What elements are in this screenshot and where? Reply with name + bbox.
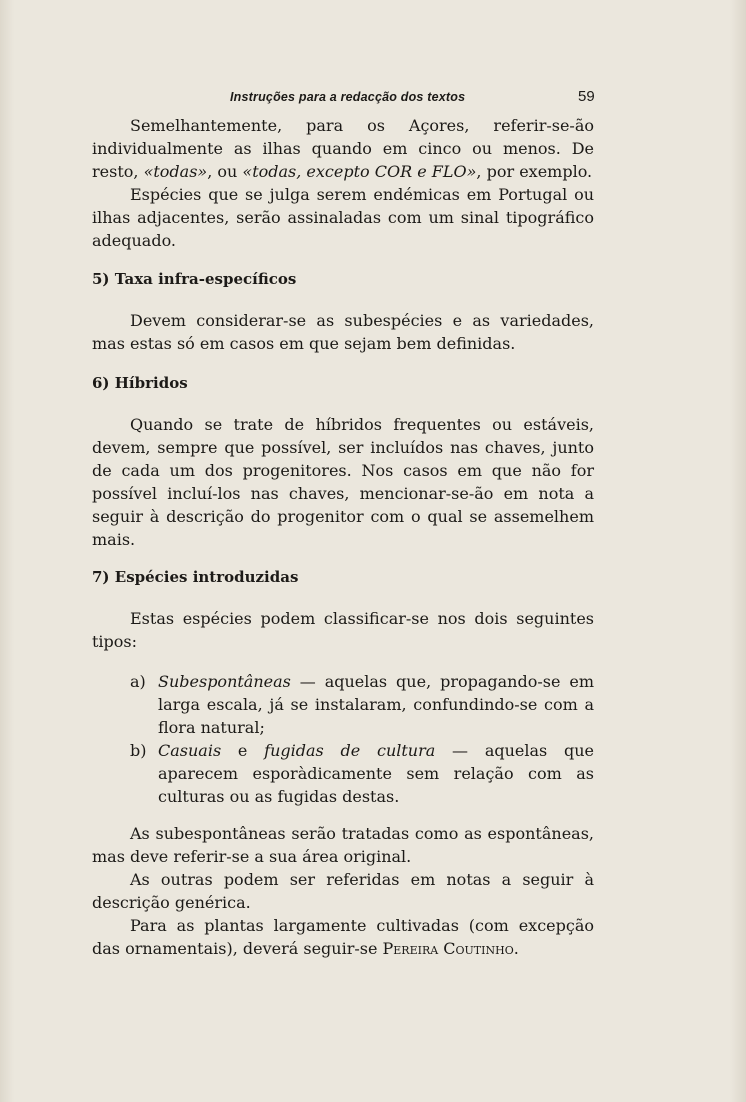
section-6-body xyxy=(92,413,594,551)
list-marker-b: b) xyxy=(130,741,147,760)
list-item-b xyxy=(130,739,594,808)
closing-paragraph-2: As outras podem ser referidas em notas a seguir à descrição genérica. xyxy=(92,870,594,912)
term-fugidas-de-cultura: fugidas de cultura xyxy=(264,741,436,760)
term-casuais: Casuais xyxy=(158,741,222,760)
list-item-b-and: e xyxy=(221,741,265,760)
list-item-a-text: — aquelas que, propagando-se em larga escala, já se instalaram, confundindo-se com a flora natural; xyxy=(158,672,594,737)
intro-p1-todas: «todas» xyxy=(143,162,208,181)
section-7-intro xyxy=(92,607,594,653)
page-number: 59 xyxy=(578,88,595,105)
list-marker-a: a) xyxy=(130,672,146,691)
intro-block xyxy=(92,114,594,252)
introduced-species-list xyxy=(130,670,594,808)
intro-p1-text-c: , por exemplo. xyxy=(476,162,593,181)
section-7-closing xyxy=(92,822,594,960)
author-name: Pereira Coutinho xyxy=(382,939,514,958)
section-5-paragraph: Devem considerar-se as subespécies e as variedades, mas estas só em casos em que sejam bem definidas. xyxy=(92,311,594,353)
section-7-intro-paragraph: Estas espécies podem classificar-se nos dois seguintes tipos: xyxy=(92,609,594,651)
section-5-heading: 5) Taxa infra-específicos xyxy=(92,270,297,288)
list-item-b-text: — aquelas que aparecem esporàdicamente sem relação com as culturas ou as fugidas destas. xyxy=(158,741,595,806)
section-7-heading: 7) Espécies introduzidas xyxy=(92,568,299,586)
closing-p3-text: Para as plantas largamente cultivadas (com excepção das ornamentais), deverá seguir-se xyxy=(92,916,594,958)
closing-paragraph-1: As subespontâneas serão tratadas como as espontâneas, mas deve referir-se a sua área original. xyxy=(92,824,594,866)
closing-p3-end: . xyxy=(513,939,519,958)
intro-p1-excepto: «todas, excepto COR e FLO» xyxy=(242,162,477,181)
section-6-heading: 6) Híbridos xyxy=(92,374,188,392)
section-5-body xyxy=(92,309,594,355)
intro-paragraph-1 xyxy=(92,114,594,183)
intro-p1-text-a: Semelhantemente, para os Açores, referir-se-ão individualmente as ilhas quando em cinco ou menos. De resto, xyxy=(92,116,594,181)
intro-paragraph-2: Espécies que se julga serem endémicas em Portugal ou ilhas adjacentes, serão assinaladas com um sinal tipográfico adequado. xyxy=(92,185,594,250)
term-subespontaneas: Subespontâneas xyxy=(158,672,291,691)
section-6-paragraph: Quando se trate de híbridos frequentes ou estáveis, devem, sempre que possível, ser incluídos nas chaves, junto de cada um dos progenitores. Nos casos em que não for possível incluí-los nas chaves, mencionar-se-ão em nota a seguir à descrição do progenitor com o qual se assemelhem mais. xyxy=(92,415,594,549)
list-item-a xyxy=(130,670,594,739)
running-header-title: Instruções para a redacção dos textos xyxy=(230,90,466,104)
closing-paragraph-3 xyxy=(92,914,594,960)
intro-p1-text-b: , ou xyxy=(207,162,243,181)
